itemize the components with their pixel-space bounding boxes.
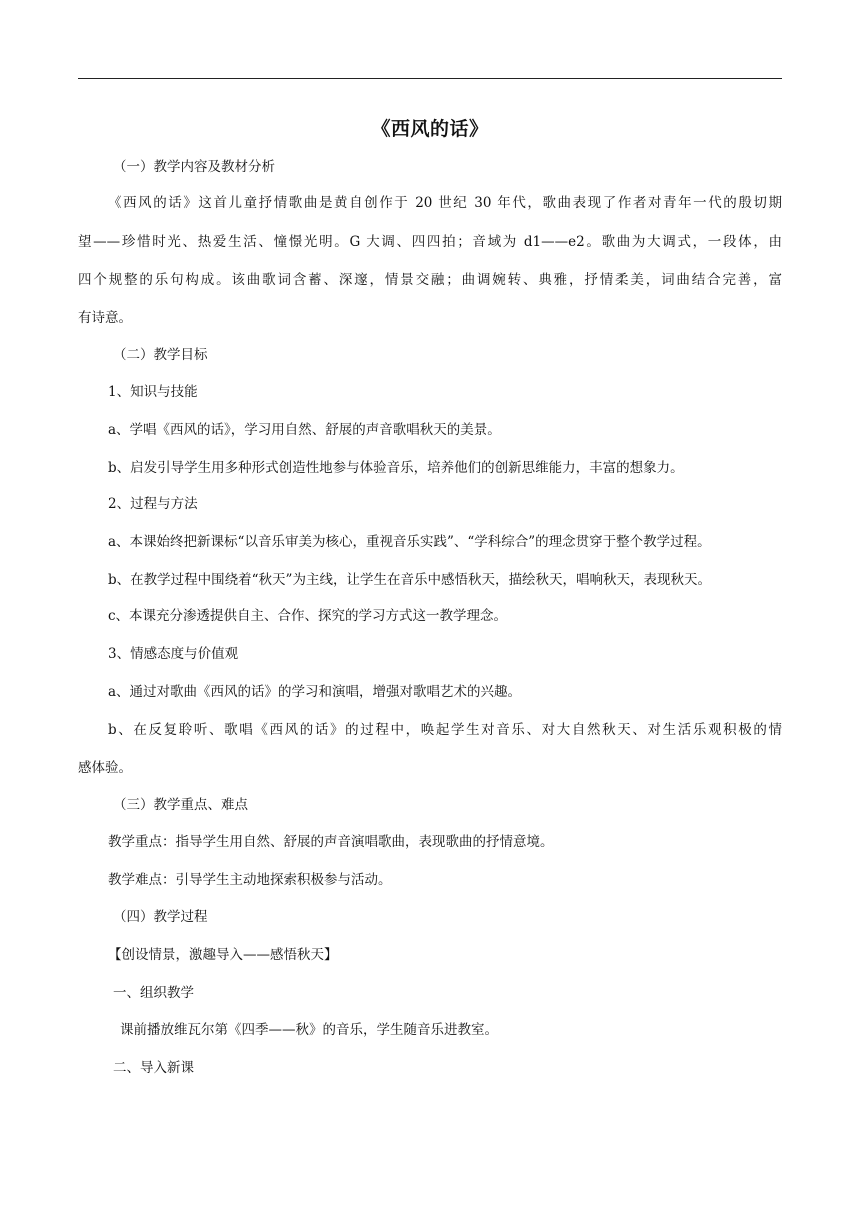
header-rule [78, 78, 782, 79]
paragraph-line: 《西风的话》这首儿童抒情歌曲是黄自创作于 20 世纪 30 年代，歌曲表现了作者对青年一代的殷切期 [108, 195, 782, 211]
key-point-line: 教学重点：指导学生用自然、舒展的声音演唱歌曲，表现歌曲的抒情意境。 [108, 834, 554, 850]
step-heading-organize: 一、组织教学 [113, 985, 194, 1001]
subheading-process-method: 2、过程与方法 [108, 496, 198, 512]
list-item: b、启发引导学生用多种形式创造性地参与体验音乐，培养他们的创新思维能力，丰富的想象力。 [108, 460, 684, 476]
list-item: b、在教学过程中围绕着“秋天”为主线，让学生在音乐中感悟秋天，描绘秋天，唱响秋天，表现秋天。 [108, 572, 711, 588]
list-item: a、本课始终把新课标“以音乐审美为核心，重视音乐实践”、“学科综合”的理念贯穿于整个教学过程。 [108, 534, 711, 550]
bracket-heading: 【创设情景，激趣导入——感悟秋天】 [108, 947, 338, 963]
step-line: 课前播放维瓦尔第《四季——秋》的音乐，学生随音乐进教室。 [120, 1022, 498, 1038]
list-item-continuation: 感体验。 [78, 760, 132, 776]
list-item: c、本课充分渗透提供自主、合作、探究的学习方式这一教学理念。 [108, 608, 508, 624]
difficulty-line: 教学难点：引导学生主动地探索积极参与活动。 [108, 872, 392, 888]
list-item: a、学唱《西风的话》，学习用自然、舒展的声音歌唱秋天的美景。 [108, 422, 501, 438]
subheading-knowledge-skills: 1、知识与技能 [108, 384, 198, 400]
step-heading-new-lesson: 二、导入新课 [113, 1060, 194, 1076]
section-heading-key-points: （三）教学重点、难点 [113, 797, 248, 813]
section-heading-process: （四）教学过程 [113, 909, 208, 925]
subheading-attitude-values: 3、情感态度与价值观 [108, 646, 239, 662]
paragraph-line: 望——珍惜时光、热爱生活、憧憬光明。G 大调、四四拍；音域为 d1——e2。歌曲为大调式，一段体，由 [78, 234, 782, 250]
section-heading-content-analysis: （一）教学内容及教材分析 [113, 159, 275, 175]
paragraph-line: 有诗意。 [78, 310, 132, 326]
page-title: 《西风的话》 [371, 118, 489, 140]
list-item: a、通过对歌曲《西风的话》的学习和演唱，增强对歌唱艺术的兴趣。 [108, 684, 522, 700]
section-heading-objectives: （二）教学目标 [113, 347, 208, 363]
list-item: b、在反复聆听、歌唱《西风的话》的过程中，唤起学生对音乐、对大自然秋天、对生活乐观积极的情 [108, 722, 782, 738]
paragraph-line: 四个规整的乐句构成。该曲歌词含蓄、深邃，情景交融；曲调婉转、典雅，抒情柔美，词曲结合完善，富 [78, 272, 782, 288]
